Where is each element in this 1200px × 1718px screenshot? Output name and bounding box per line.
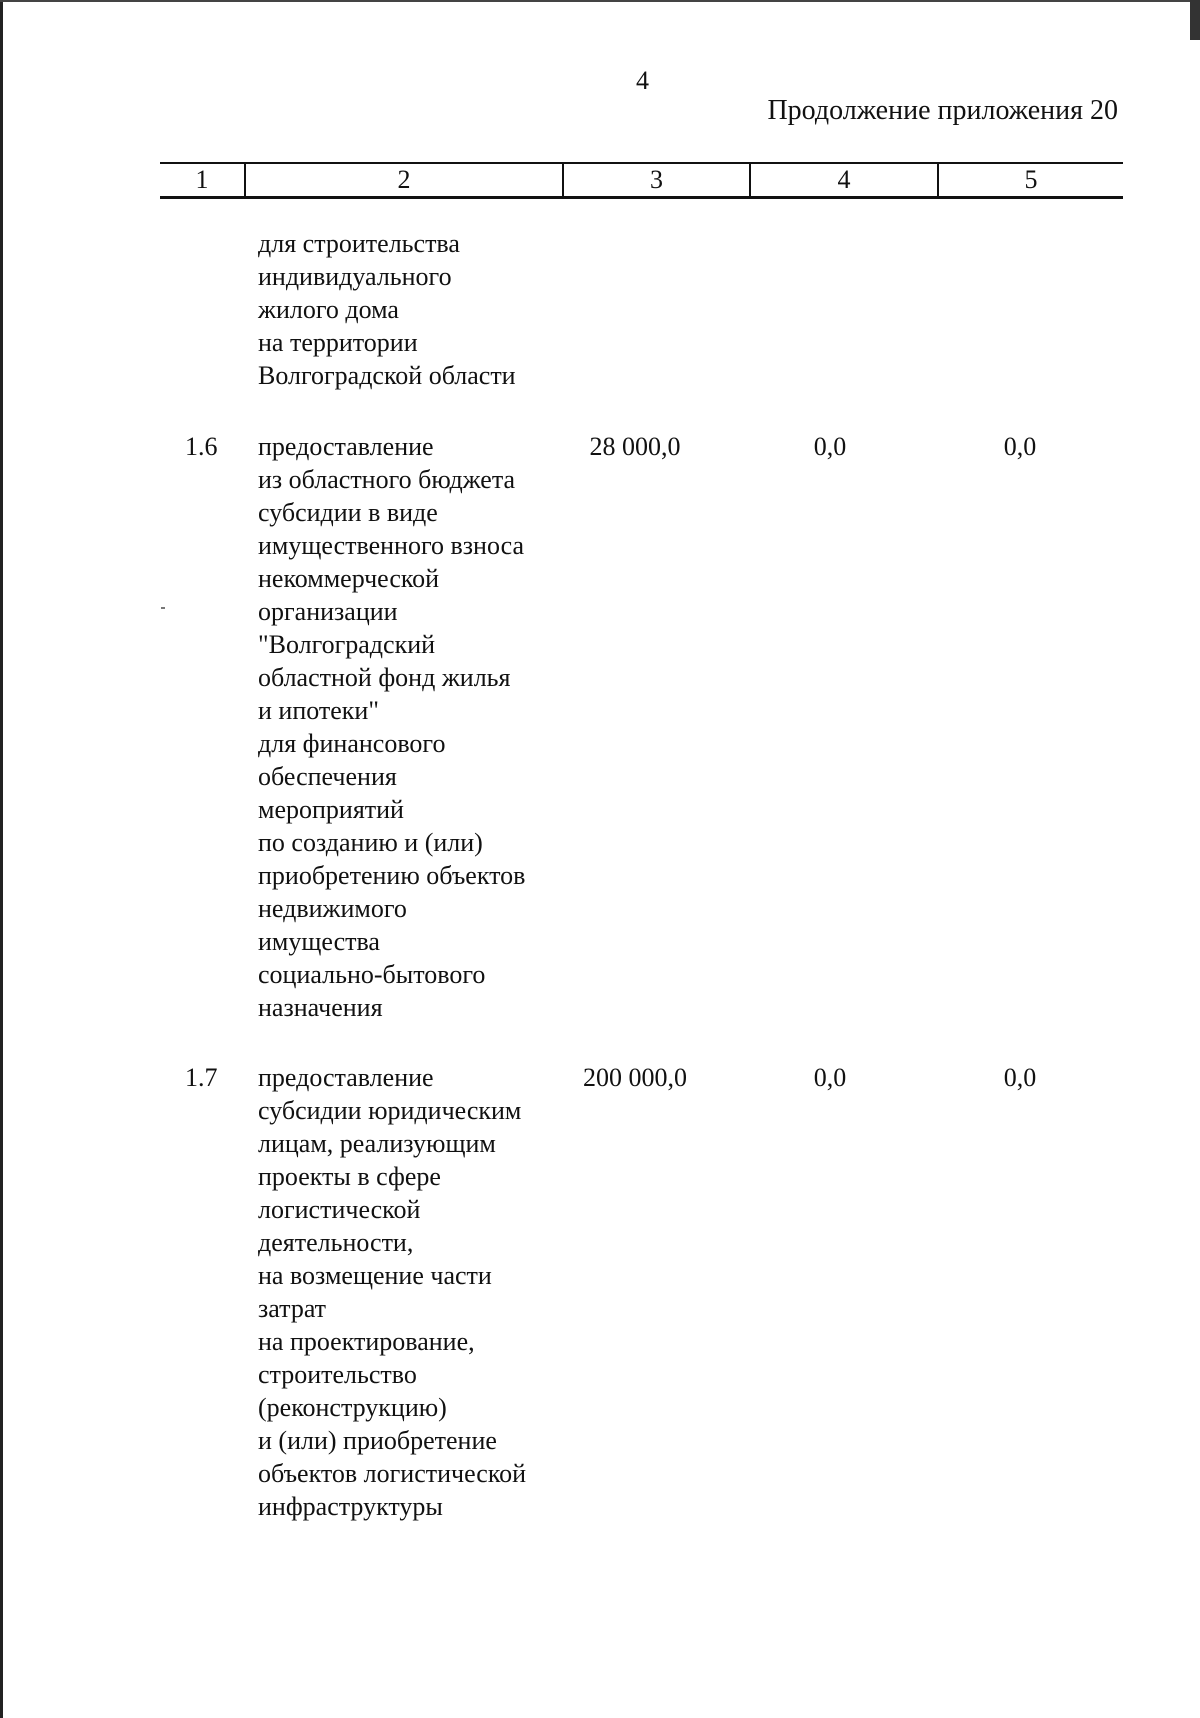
description-line: по созданию и (или) <box>258 828 483 857</box>
row-description <box>258 430 578 1024</box>
description-line: из областного бюджета <box>258 465 516 494</box>
scan-border-top <box>0 0 1200 2</box>
row-number: 1.7 <box>185 1063 218 1092</box>
description-line: и (или) приобретение <box>258 1426 497 1455</box>
description-line: имущества <box>258 927 380 956</box>
description-line: деятельности, <box>258 1228 414 1257</box>
description-line: субсидии юридическим <box>258 1096 522 1125</box>
column-4-value: 0,0 <box>813 1063 847 1092</box>
description-line: затрат <box>258 1294 327 1323</box>
description-line: инфраструктуры <box>258 1492 443 1521</box>
description-line: Волгоградской области <box>258 361 516 390</box>
column-header: 3 <box>563 163 750 198</box>
description-line: областной фонд жилья <box>258 663 511 692</box>
table-header <box>160 162 1123 199</box>
description-line: имущественного взноса <box>258 531 524 560</box>
row-description <box>258 227 578 392</box>
description-line: социально-бытового <box>258 960 486 989</box>
description-line: жилого дома <box>258 295 399 324</box>
description-line: некоммерческой <box>258 564 440 593</box>
description-line: организации <box>258 597 398 626</box>
description-line: объектов логистической <box>258 1459 527 1488</box>
description-line: для строительства <box>258 229 460 258</box>
description-line: субсидии в виде <box>258 498 438 527</box>
description-line: предоставление <box>258 1063 434 1092</box>
description-line: строительство <box>258 1360 417 1389</box>
description-line: на возмещение части <box>258 1261 492 1290</box>
column-5-value: 0,0 <box>1003 1063 1037 1092</box>
appendix-title: Продолжение приложения 20 <box>767 95 1118 126</box>
page-number: 4 <box>636 66 649 95</box>
scan-speck <box>161 607 165 609</box>
scan-border-corner <box>1190 0 1200 40</box>
description-line: на территории <box>258 328 418 357</box>
column-header: 5 <box>938 163 1123 198</box>
description-line: предоставление <box>258 432 434 461</box>
description-line: недвижимого <box>258 894 407 923</box>
description-line: мероприятий <box>258 795 404 824</box>
column-header: 2 <box>245 163 563 198</box>
column-3-value: 200 000,0 <box>583 1063 687 1092</box>
scan-border-left <box>0 0 3 1718</box>
column-5-value: 0,0 <box>1003 432 1037 461</box>
column-4-value: 0,0 <box>813 432 847 461</box>
description-line: проекты в сфере <box>258 1162 441 1191</box>
description-line: на проектирование, <box>258 1327 475 1356</box>
description-line: индивидуального <box>258 262 452 291</box>
description-line: лицам, реализующим <box>258 1129 496 1158</box>
table-header-row <box>160 163 1123 198</box>
row-number: 1.6 <box>185 432 218 461</box>
description-line: логистической <box>258 1195 421 1224</box>
column-header: 4 <box>750 163 938 198</box>
column-header: 1 <box>160 163 245 198</box>
description-line: приобретению объектов <box>258 861 526 890</box>
column-3-value: 28 000,0 <box>589 432 681 461</box>
description-line: и ипотеки" <box>258 696 379 725</box>
description-line: для финансового <box>258 729 446 758</box>
row-description <box>258 1061 578 1523</box>
description-line: обеспечения <box>258 762 397 791</box>
description-line: (реконструкцию) <box>258 1393 447 1422</box>
description-line: назначения <box>258 993 383 1022</box>
description-line: "Волгоградский <box>258 630 436 659</box>
